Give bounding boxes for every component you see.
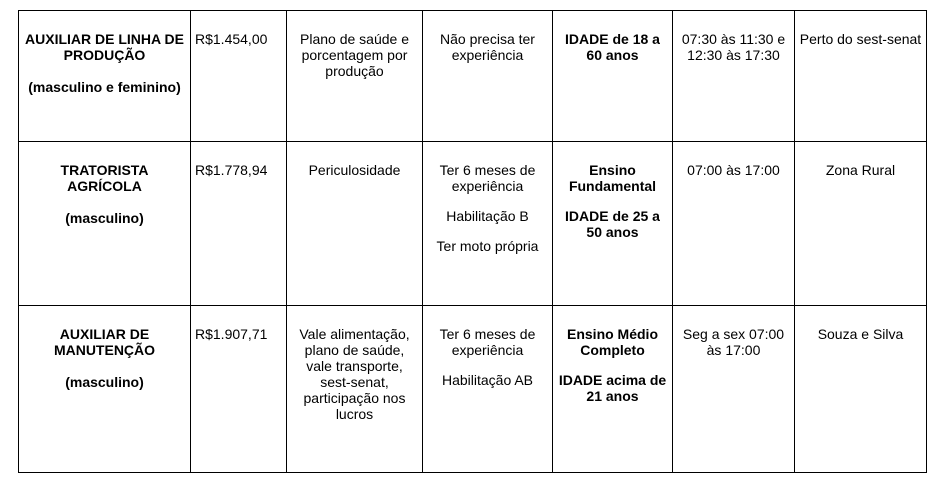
job-requirement: Ter moto própria <box>436 238 539 254</box>
schedule-cell <box>673 11 795 142</box>
job-education: IDADE de 18 a 60 anos <box>565 31 660 63</box>
salary-cell <box>191 11 287 142</box>
job-salary: R$1.454,00 <box>195 31 268 47</box>
job-location: Souza e Silva <box>817 326 904 342</box>
location-cell <box>795 11 927 142</box>
table-row <box>19 306 927 473</box>
job-listings-table <box>18 10 927 473</box>
salary-cell <box>191 306 287 473</box>
job-title-cell <box>19 11 191 142</box>
requirements-cell <box>423 142 553 306</box>
benefits-cell <box>287 142 423 306</box>
job-title-cell <box>19 142 191 306</box>
job-gender: (masculino) <box>65 210 144 226</box>
job-salary: R$1.778,94 <box>195 162 268 178</box>
job-requirement: Habilitação AB <box>441 372 534 388</box>
benefits-cell <box>287 11 423 142</box>
job-location: Zona Rural <box>825 162 896 178</box>
job-education: Ensino Médio Completo <box>567 326 658 358</box>
job-gender: (masculino) <box>65 374 144 390</box>
job-schedule: 07:00 às 17:00 <box>687 162 780 178</box>
location-cell <box>795 306 927 473</box>
job-schedule: Seg a sex 07:00 às 17:00 <box>682 326 785 358</box>
job-schedule: 07:30 às 11:30 e 12:30 às 17:30 <box>681 31 786 63</box>
location-cell <box>795 142 927 306</box>
job-location: Perto do sest-senat <box>799 31 922 47</box>
requirements-cell <box>423 306 553 473</box>
job-requirement: Ter 6 meses de experiência <box>439 162 536 194</box>
job-salary: R$1.907,71 <box>195 326 268 342</box>
job-benefits: Vale alimentação, plano de saúde, vale transporte, sest-senat, participação nos lucros <box>299 326 410 422</box>
job-benefits: Periculosidade <box>308 162 401 178</box>
job-requirement: Não precisa ter experiência <box>440 31 535 63</box>
benefits-cell <box>287 306 423 473</box>
table-row <box>19 11 927 142</box>
job-title: AUXILIAR DE MANUTENÇÃO <box>53 326 156 358</box>
job-title: AUXILIAR DE LINHA DE PRODUÇÃO <box>25 31 184 63</box>
job-title-cell <box>19 306 191 473</box>
education-cell <box>553 11 673 142</box>
table-row <box>19 142 927 306</box>
job-title: TRATORISTA AGRÍCOLA <box>60 162 149 194</box>
job-education: IDADE acima de 21 anos <box>558 372 667 404</box>
job-education: IDADE de 25 a 50 anos <box>565 208 660 240</box>
requirements-cell <box>423 11 553 142</box>
job-requirement: Ter 6 meses de experiência <box>439 326 536 358</box>
job-gender: (masculino e feminino) <box>28 79 181 95</box>
job-benefits: Plano de saúde e porcentagem por produção <box>300 31 409 79</box>
schedule-cell <box>673 306 795 473</box>
education-cell <box>553 306 673 473</box>
salary-cell <box>191 142 287 306</box>
job-requirement: Habilitação B <box>446 208 529 224</box>
schedule-cell <box>673 142 795 306</box>
job-education: Ensino Fundamental <box>568 162 657 194</box>
education-cell <box>553 142 673 306</box>
